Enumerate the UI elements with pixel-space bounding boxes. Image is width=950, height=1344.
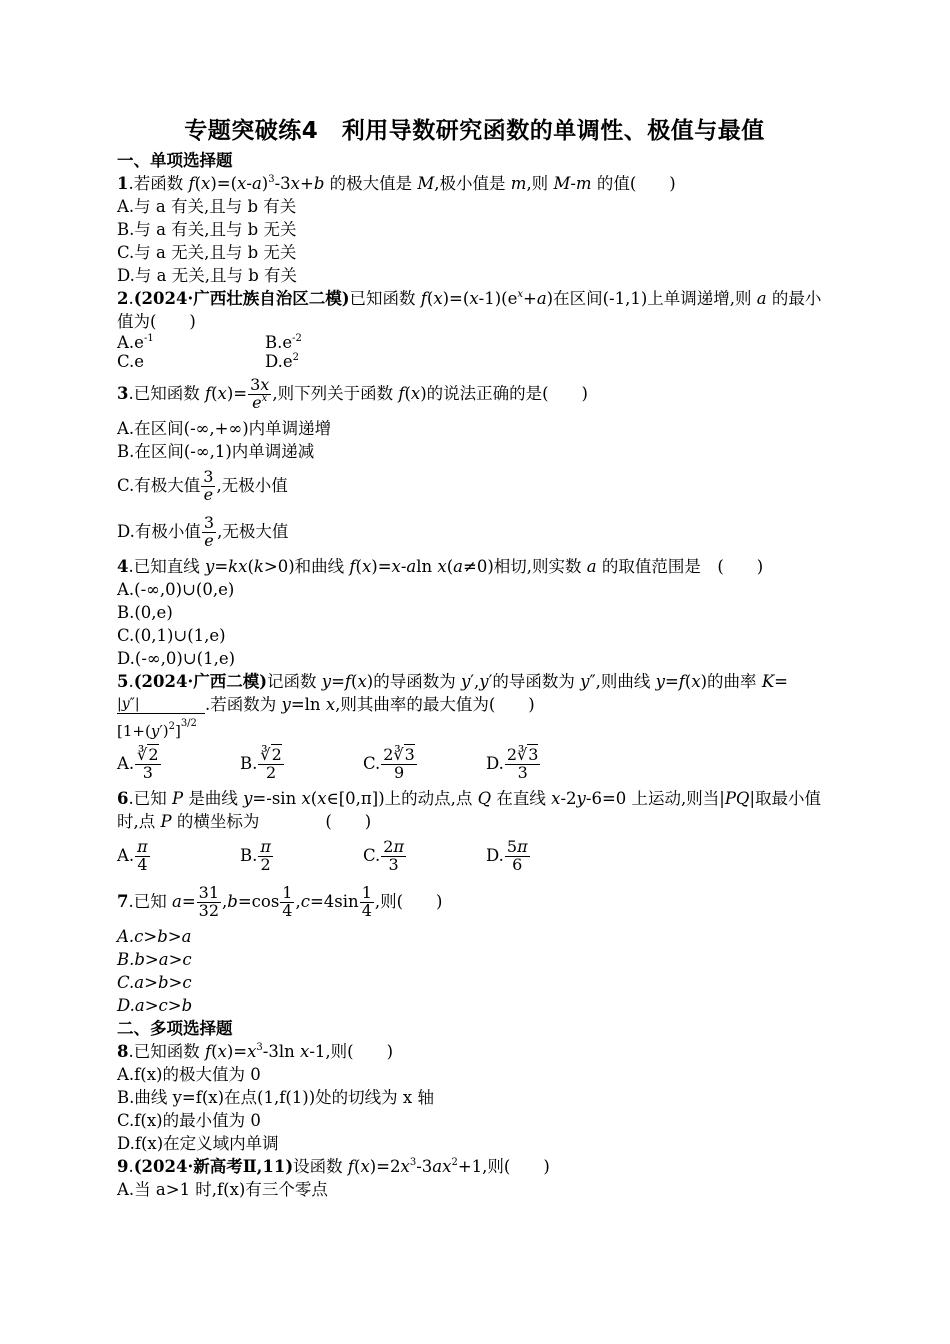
option: A.在区间(-∞,+∞)内单调递增: [117, 419, 332, 438]
options-row: [117, 352, 832, 371]
option: D.与 a 无关,且与 b 有关: [117, 266, 298, 285]
question-number: 9: [117, 1157, 129, 1176]
document-page: [117, 112, 832, 1201]
question-number: 4: [117, 557, 129, 576]
option: $D.e^2$: [265, 352, 300, 371]
option: C. $\frac{2\pi}{3}$: [363, 837, 404, 874]
option: B.与 a 有关,且与 b 无关: [117, 220, 297, 239]
question-5: 5.(2024·广西二模)记函数 y=f(x)的导函数为 y′,y′的导函数为 y″,则曲线 y=f(x)的曲率 K=: [117, 672, 788, 691]
option: B.b>a>c: [117, 950, 192, 969]
options-row: [117, 741, 832, 787]
question-8: 8.已知函数 $f(x)=x^3-3\ln$ x-1,则( ): [117, 1042, 394, 1061]
option: B. $\frac{∛2}{2}$: [240, 745, 282, 782]
question-7: 7.已知 a= $\frac{31}{32}$ ,b=cos $\frac{1}{4}$ ,c=4sin $\frac{1}{4}$ ,则( ): [117, 883, 443, 920]
option: D. $\frac{2∛3}{3}$: [486, 745, 539, 782]
option: D. $\frac{5\pi}{6}$: [486, 837, 528, 874]
question-4: 4.已知直线 y=kx(k>0)和曲线 f(x)=x-aln x(a≠0)相切,则实数 a 的取值范围是 ( ): [117, 557, 764, 576]
question-source: (2024·新高考Ⅱ,11): [133, 1157, 294, 1176]
question-number: 6: [117, 789, 129, 808]
option: C.有极大值 $\frac{3}{e}$ ,无极小值: [117, 467, 288, 504]
options-row: [117, 333, 832, 352]
option: B.(0,e): [117, 603, 173, 622]
options-row: [117, 833, 832, 879]
option: A.c>b>a: [117, 927, 192, 946]
question-2: 2.(2024·广西壮族自治区二模)已知函数 $f(x)=(x-1)(e^x+a)$在区间(-1,1)上单调递增,则 a 的最小值为( ): [117, 289, 822, 331]
option: C.f(x)的最小值为 0: [117, 1111, 261, 1130]
option: D.有极小值 $\frac{3}{e}$ ,无极大值: [117, 513, 289, 550]
question-source: (2024·广西二模): [133, 672, 268, 691]
question-3: 3.已知函数 f(x)= $\frac{3x}{e^x}$ ,则下列关于函数 f(x)的说法正确的是( ): [117, 375, 588, 412]
option: C. $\frac{2∛3}{9}$: [363, 745, 415, 782]
question-number: 7: [117, 892, 129, 911]
option: C.e: [117, 352, 145, 371]
option: B.在区间(-∞,1)内单调递减: [117, 442, 315, 461]
question-number: 1: [117, 174, 129, 193]
option: B. $\frac{\pi}{2}$: [240, 837, 271, 874]
option: D.(-∞,0)∪(1,e): [117, 649, 236, 668]
question-number: 5: [117, 672, 129, 691]
section-heading-single: 一、单项选择题: [117, 151, 233, 170]
question-1: 1.若函数 $f(x)=(x-a)^3-3x+b$ 的极大值是 M,极小值是 m,则 M-m 的值( ): [117, 174, 676, 193]
question-5-formula: $\frac{|y''|}{[1+(y')^2]^{3/2}}$ .若函数为 y=ln x,则其曲率的最大值为( ): [117, 695, 535, 740]
option: $A.e^{-1}$: [117, 333, 154, 352]
question-number: 3: [117, 384, 129, 403]
section-heading-multi: 二、多项选择题: [117, 1019, 233, 1038]
option: A. $\frac{∛2}{3}$: [117, 745, 159, 782]
question-number: 8: [117, 1042, 129, 1061]
question-source: (2024·广西壮族自治区二模): [133, 289, 350, 308]
question-6: 6.已知 P 是曲线 y=-sin x(x∈[0,π])上的动点,点 Q 在直线 x-2y-6=0 上运动,则当|PQ|取最小值时,点 P 的横坐标为 ( ): [117, 789, 822, 831]
option: C.(0,1)∪(1,e): [117, 626, 226, 645]
option: A.与 a 有关,且与 b 有关: [117, 197, 297, 216]
option: A. $\frac{\pi}{4}$: [117, 837, 148, 874]
option: A.(-∞,0)∪(0,e): [117, 580, 235, 599]
option: D.f(x)在定义域内单调: [117, 1134, 279, 1153]
option: C.与 a 无关,且与 b 无关: [117, 243, 297, 262]
option: A.当 a>1 时,f(x)有三个零点: [117, 1180, 328, 1199]
option: B.曲线 y=f(x)在点(1,f(1))处的切线为 x 轴: [117, 1088, 434, 1107]
option: D.a>c>b: [117, 996, 193, 1015]
question-9: 9.(2024·新高考Ⅱ,11)设函数 $f(x)=2x^3-3ax^2+1$,则( ): [117, 1157, 550, 1176]
option: $B.e^{-2}$: [265, 333, 302, 352]
option: A.f(x)的极大值为 0: [117, 1065, 261, 1084]
page-title: 专题突破练4 利用导数研究函数的单调性、极值与最值: [184, 118, 765, 144]
question-number: 2: [117, 289, 129, 308]
option: C.a>b>c: [117, 973, 192, 992]
